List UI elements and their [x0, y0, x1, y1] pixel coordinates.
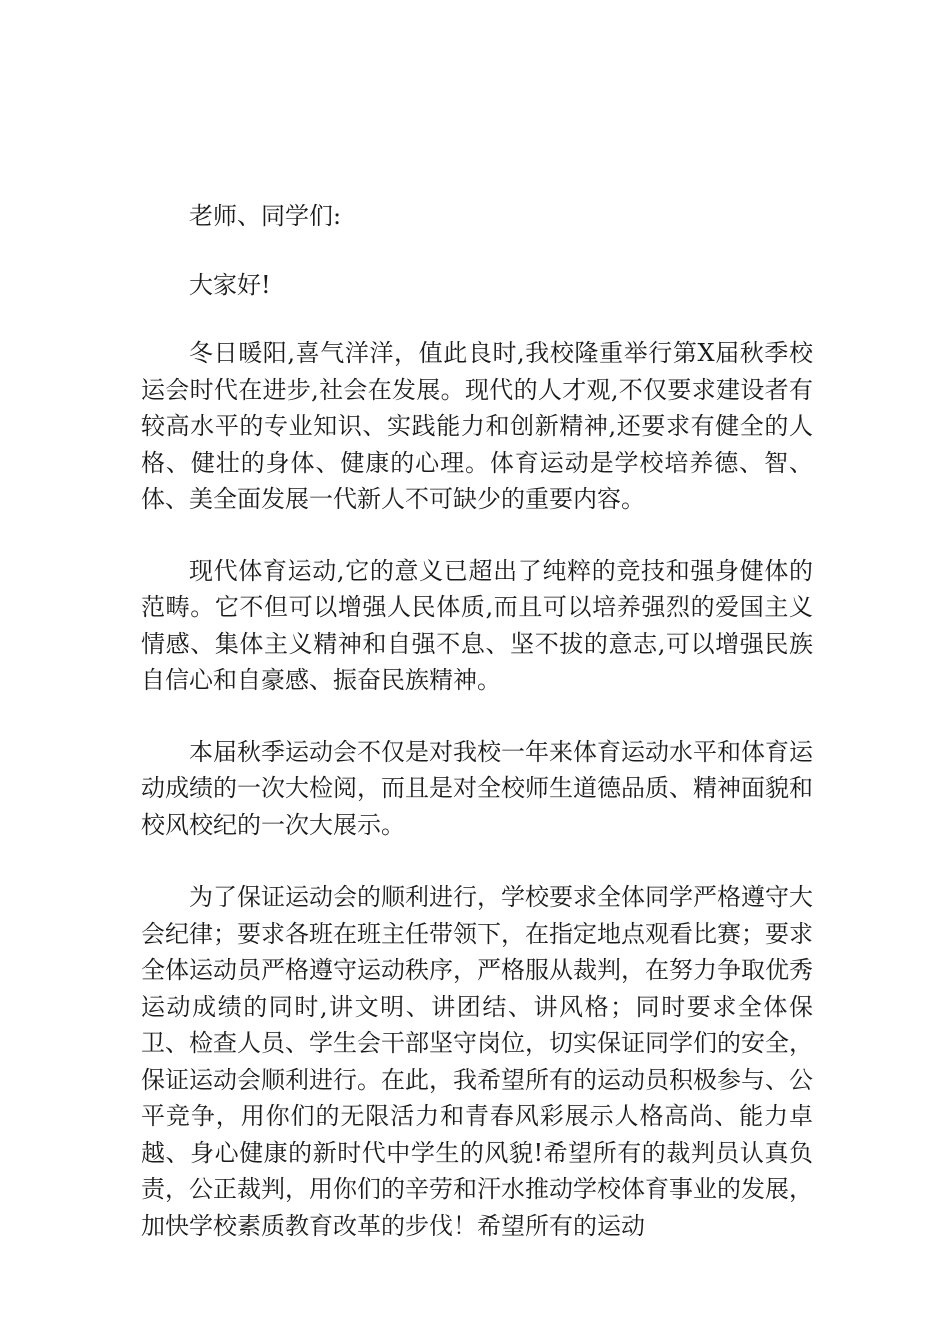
- salutation: 老师、同学们:: [189, 202, 342, 230]
- paragraph-significance: 现代体育运动,它的意义已超出了纯粹的竞技和强身健体的范畴。它不但可以增强人民体质,而且可以培养强烈的爱国主义情感、集体主义精神和自强不息、坚不拔的意志,可以增强民族自信心和自豪感、振奋民族精神。: [141, 556, 813, 694]
- paragraph-review: 本届秋季运动会不仅是对我校一年来体育运动水平和体育运动成绩的一次大检阅，而且是对全校师生道德品质、精神面貌和校风校纪的一次大展示。: [141, 737, 813, 839]
- paragraph-opening: 冬日暖阳,喜气洋洋，值此良时,我校隆重举行第X届秋季校运会时代在进步,社会在发展。现代的人才观,不仅要求建设者有较高水平的专业知识、实践能力和创新精神,还要求有健全的人格、健壮的身体、健康的心理。体育运动是学校培养德、智、体、美全面发展一代新人不可缺少的重要内容。: [141, 339, 813, 513]
- greeting: 大家好!: [189, 270, 271, 299]
- paragraph-requirements: 为了保证运动会的顺利进行，学校要求全体同学严格遵守大会纪律；要求各班在班主任带领下，在指定地点观看比赛；要求全体运动员严格遵守运动秩序，严格服从裁判，在努力争取优秀运动成绩的同时,讲文明、讲团结、讲风格；同时要求全体保卫、检查人员、学生会干部坚守岗位，切实保证同学们的安全，保证运动会顺利进行。在此，我希望所有的运动员积极参与、公平竞争，用你们的无限活力和青春风彩展示人格高尚、能力卓越、身心健康的新时代中学生的风貌!希望所有的裁判员认真负责，公正裁判，用你们的辛劳和汗水推动学校体育事业的发展，加快学校素质教育改革的步伐！希望所有的运动: [141, 883, 813, 1240]
- document-body: [141, 198, 813, 1244]
